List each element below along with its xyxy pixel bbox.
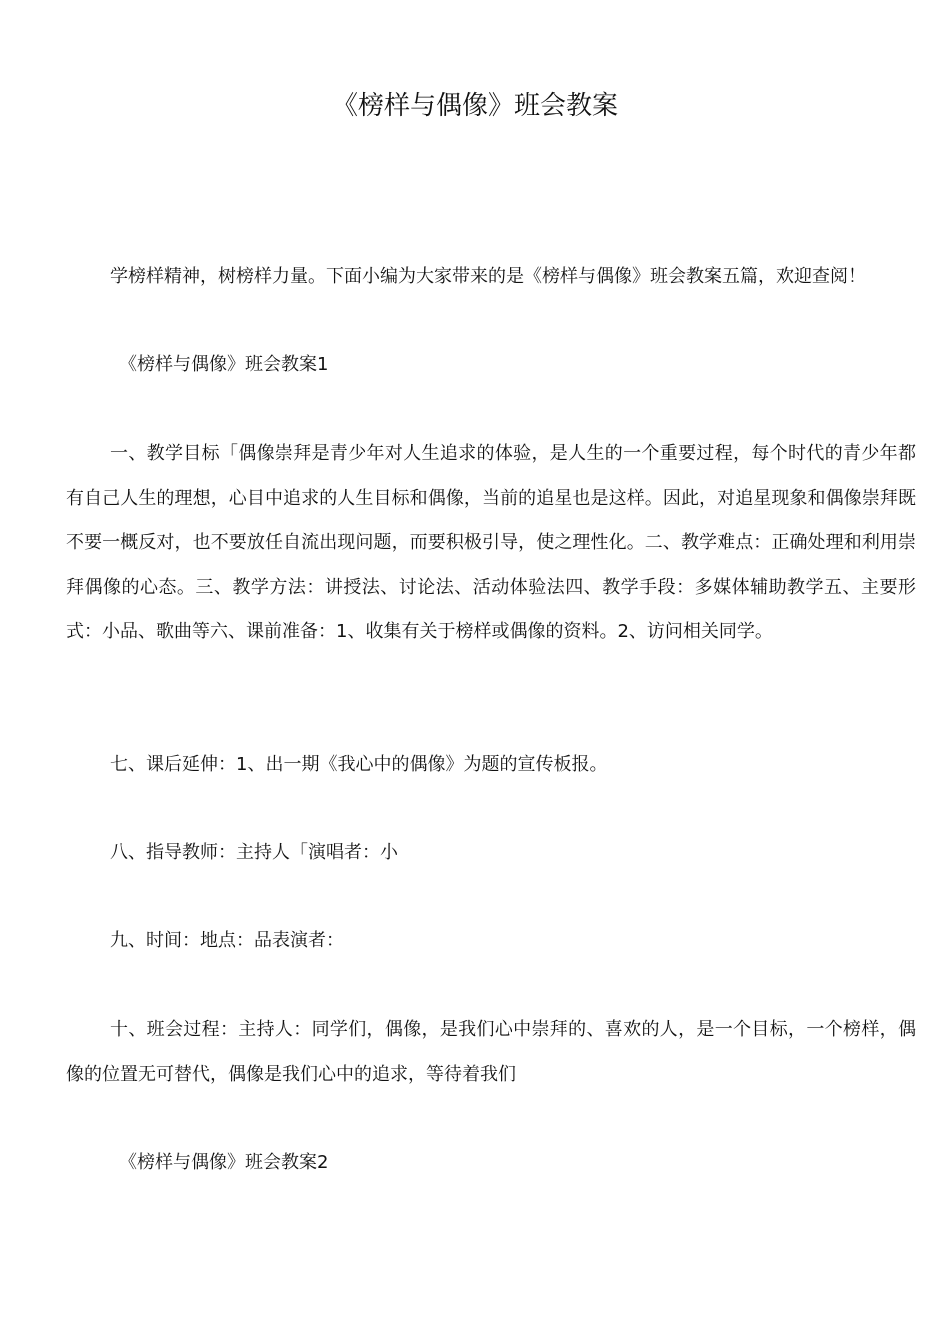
section-2-heading: 《榜样与偶像》班会教案2 (119, 1152, 329, 1173)
document-title: 《榜样与偶像》班会教案 (331, 91, 618, 121)
section-1-body: 一、教学目标「偶像崇拜是青少年对人生追求的体验，是人生的一个重要过程，每个时代的青少年都有自己人生的理想，心目中追求的人生目标和偶像，当前的追星也是这样。因此，对追星现象和偶像崇拜既不要一概反对，也不要放任自流出现问题，而要积极引导，使之理性化。二、教学难点：正确处理和利用崇拜偶像的心态。三、教学方法：讲授法、讨论法、活动体验法四、教学手段：多媒体辅助教学五、主要形式：小品、歌曲等六、课前准备：1、收集有关于榜样或偶像的资料。2、访问相关同学。 (66, 443, 916, 642)
item-9-paragraph: 九、时间：地点：品表演者： (110, 930, 344, 951)
item-7-paragraph: 七、课后延伸：1、出一期《我心中的偶像》为题的宣传板报。 (110, 754, 608, 775)
intro-paragraph: 学榜样精神，树榜样力量。下面小编为大家带来的是《榜样与偶像》班会教案五篇，欢迎查阅！ (110, 266, 866, 287)
section-1-heading: 《榜样与偶像》班会教案1 (119, 354, 329, 375)
item-10-paragraph: 十、班会过程：主持人：同学们，偶像，是我们心中崇拜的、喜欢的人，是一个目标，一个榜样，偶像的位置无可替代，偶像是我们心中的追求，等待着我们 (66, 1019, 916, 1085)
item-8-paragraph: 八、指导教师：主持人「演唱者：小 (110, 842, 398, 863)
